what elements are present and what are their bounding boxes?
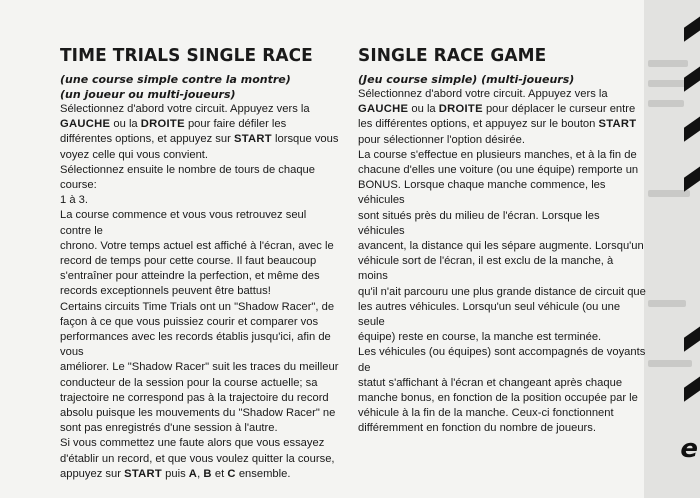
text-span: et — [211, 467, 228, 480]
text-line: Sélectionnez d'abord votre circuit. Appuyez vers la — [358, 88, 608, 100]
text-line: BONUS. Lorsque chaque manche commence, les véhicules — [358, 179, 606, 207]
text-line: sont pas enregistrés d'une session à l'autre. — [60, 422, 278, 435]
text-span: appuyez sur — [60, 467, 125, 480]
text-line: les autres véhicules. Lorsqu'un seul véhicule (ou une seule — [358, 300, 621, 329]
text-line: conducteur de la session pour la course actuelle; sa — [60, 376, 318, 389]
section-title: SINGLE RACE GAME — [358, 46, 547, 66]
text-line: équipe) reste en course, la manche est terminée. — [358, 331, 602, 344]
text-line: Certains circuits Time Trials ont un "Shadow Racer", de — [60, 300, 335, 313]
text-line — [60, 467, 340, 482]
ghost-text-line — [648, 60, 688, 67]
key-c: C — [227, 467, 236, 480]
text-line: différemment en fonction du nombre de joueurs. — [358, 422, 596, 435]
section-subtitle: (une course simple contre la montre) — [60, 73, 291, 86]
text-line: sont situés près du milieu de l'écran. Lorsque les véhicules — [358, 209, 600, 237]
text-span: ou la — [110, 118, 141, 131]
text-line: chacune d'elles une voiture (ou une équipe) remporte un — [358, 164, 639, 177]
text-span: ensemble. — [235, 467, 291, 480]
key-right: DROITE — [140, 118, 185, 131]
ghost-text-line — [648, 100, 684, 107]
text-line: La course s'effectue en plusieurs manches, et à la fin de — [358, 148, 637, 161]
text-line: véhicule sort de l'écran, il est exclu de la manche, à moins — [358, 255, 614, 283]
text-line: Sélectionnez d'abord votre circuit. Appuyez vers la — [60, 103, 310, 115]
ghost-text-line — [648, 300, 686, 307]
key-start: START — [598, 118, 637, 131]
section-subtitle: (Jeu course simple) (multi-joueurs) — [358, 73, 575, 86]
key-left: GAUCHE — [60, 118, 111, 131]
text-line — [60, 117, 340, 132]
text-line: Sélectionnez ensuite le nombre de tours de chaque course: — [60, 163, 315, 192]
key-b: B — [203, 467, 212, 480]
text-line: chrono. Votre temps actuel est affiché à l'écran, avec le — [60, 239, 334, 252]
text-line — [60, 132, 340, 147]
text-span: différentes options, et appuyez sur — [60, 133, 234, 146]
text-line: véhicule à la fin de la manche. Ceux-ci fonctionnent — [358, 407, 614, 420]
left-column — [60, 46, 340, 482]
text-span: ou la — [408, 103, 439, 116]
text-span: lorsque vous — [271, 133, 339, 146]
text-line: d'établir un record, et que vous voulez quitter la course, — [60, 452, 335, 465]
text-line: trajectoire ne correspond pas à la trajectoire du record — [60, 391, 329, 404]
text-line: performances avec les records établis jusqu'ici, afin de vous — [60, 331, 331, 359]
text-span: , — [197, 467, 204, 480]
text-line: Si vous commettez une faute alors que vous essayez — [60, 437, 325, 450]
key-start: START — [233, 133, 272, 146]
text-line: statut s'affichant à l'écran et changeant après chaque — [358, 376, 623, 389]
text-line: améliorer. Le "Shadow Racer" suit les traces du meilleur — [60, 361, 339, 374]
text-line — [358, 117, 646, 132]
text-line — [358, 102, 646, 117]
text-span: pour déplacer le curseur entre — [482, 103, 636, 116]
text-line: records exceptionnels peuvent être battus! — [60, 285, 271, 298]
text-line: qu'il n'ait parcouru une plus grande distance de circuit que — [358, 285, 646, 298]
text-line: record de temps pour cette course. Il faut beaucoup — [60, 255, 317, 268]
text-span: pour faire défiler les — [184, 118, 287, 131]
text-line: Les véhicules (ou équipes) sont accompagnés de voyants de — [358, 346, 646, 374]
right-column — [358, 46, 646, 437]
text-line: voyez celle qui vous convient. — [60, 148, 209, 161]
section-subtitle: (un joueur ou multi-joueurs) — [60, 88, 236, 101]
text-line: 1 à 3. — [60, 194, 88, 207]
text-line: s'entraîner pour atteindre la perfection, et même des — [60, 270, 320, 283]
key-left: GAUCHE — [358, 103, 409, 116]
ghost-text-line — [648, 360, 692, 367]
text-span: puis — [162, 467, 189, 480]
text-line: manche bonus, en fonction de la position occupée par le — [358, 392, 638, 405]
text-line: La course commence et vous vous retrouvez seul contre le — [60, 209, 307, 237]
text-line: façon à ce que vous puissiez courir et comparer vos — [60, 315, 319, 328]
text-line: absolu puisque les mouvements du "Shadow Racer" ne — [60, 407, 336, 420]
text-line: pour sélectionner l'option désirée. — [358, 133, 525, 146]
text-span: les différentes options, et appuyez sur le bouton — [358, 118, 599, 131]
page-letter: e — [680, 434, 698, 464]
section-title: TIME TRIALS SINGLE RACE — [60, 46, 313, 66]
key-a: A — [188, 467, 198, 480]
key-start: START — [124, 467, 163, 480]
text-line: avancent, la distance qui les sépare augmente. Lorsqu'un — [358, 240, 644, 253]
key-right: DROITE — [438, 103, 483, 116]
